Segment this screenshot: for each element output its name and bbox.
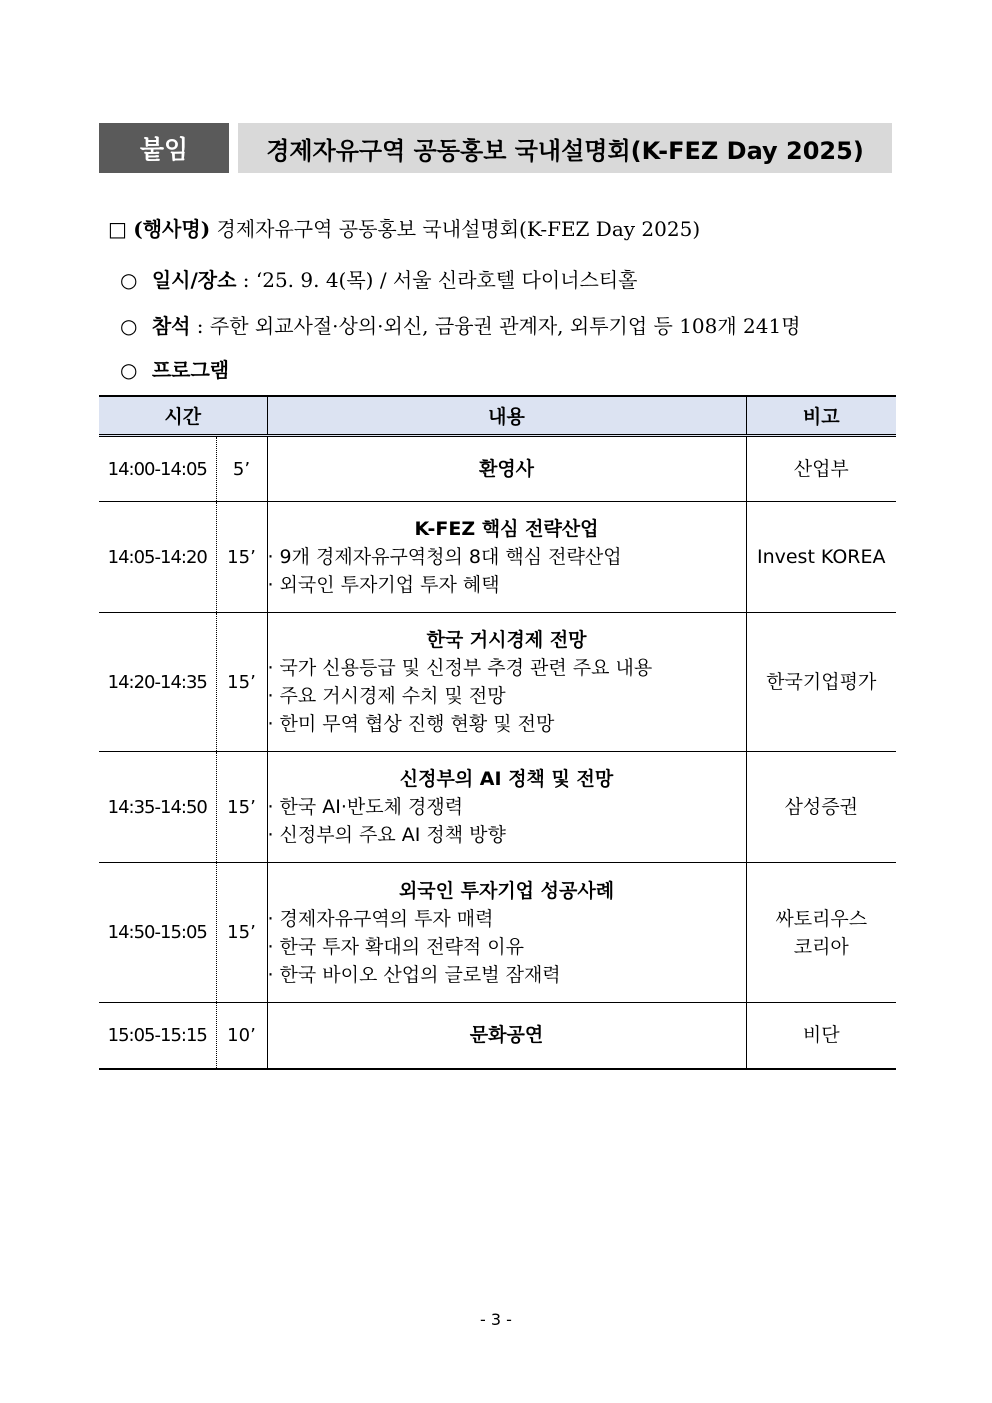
header-content: 내용 [267,396,746,436]
cell-note: 삼성증권 [746,752,896,863]
session-bullet [268,961,746,989]
checkbox-icon: □ [108,217,127,241]
event-name: 경제자유구역 공동홍보 국내설명회(K-FEZ Day 2025) [216,217,701,241]
middle-dot-icon: · [267,657,274,679]
cell-note: 산업부 [746,436,896,502]
session-bullet [268,793,746,821]
session-bullet [268,571,746,599]
table-row [99,752,896,863]
cell-time: 14:00-14:05 [99,436,216,502]
session-bullet-text: 한국 투자 확대의 전략적 이유 [279,935,524,958]
header-note: 비고 [746,396,896,436]
separator: : [236,268,256,292]
cell-duration: 15’ [216,613,267,752]
cell-content [267,502,746,613]
cell-duration: 5’ [216,436,267,502]
cell-content [267,863,746,1003]
cell-time: 14:05-14:20 [99,502,216,613]
document-title: 경제자유구역 공동홍보 국내설명회(K-FEZ Day 2025) [238,123,892,173]
schedule-place-label: 일시/장소 [151,268,237,292]
table-header-row [99,396,896,436]
title-bar [99,123,892,173]
event-name-line [108,213,700,242]
middle-dot-icon: · [267,713,274,735]
program-line [120,354,229,383]
cell-note: Invest KOREA [746,502,896,613]
session-title: 신정부의 AI 정책 및 전망 [399,768,614,790]
session-title: 한국 거시경제 전망 [426,629,587,651]
middle-dot-icon: · [267,796,274,818]
attendees-text: 주한 외교사절·상의·외신, 금융권 관계자, 외투기업 등 108개 241명 [209,314,801,338]
schedule-place-text: ‘25. 9. 4(목) / 서울 신라호텔 다이너스티홀 [255,268,638,292]
schedule-place-line [120,264,637,293]
session-bullet [268,543,746,571]
cell-duration: 10’ [216,1003,267,1069]
session-bullet [268,933,746,961]
table-row [99,1003,896,1069]
circle-bullet-icon: ○ [120,314,138,338]
attendees-line [120,310,801,339]
session-bullet-text: 주요 거시경제 수치 및 전망 [279,685,506,707]
cell-content [267,1003,746,1069]
session-title: 문화공연 [469,1024,544,1047]
session-bullet-text: 한국 AI·반도체 경쟁력 [279,796,464,818]
table-row [99,502,896,613]
session-bullet [268,710,746,738]
attachment-badge: 붙임 [99,123,229,173]
header-time: 시간 [99,396,267,436]
cell-content [267,436,746,502]
cell-time: 14:35-14:50 [99,752,216,863]
middle-dot-icon: · [267,546,274,568]
cell-time: 15:05-15:15 [99,1003,216,1069]
cell-duration: 15’ [216,502,267,613]
middle-dot-icon: · [267,963,274,986]
session-bullet-text: 외국인 투자기업 투자 혜택 [279,574,500,596]
attendees-label: 참석 [151,314,191,338]
middle-dot-icon: · [267,574,274,596]
middle-dot-icon: · [267,907,274,930]
page-number: - 3 - [480,1310,512,1329]
event-label: (행사명) [133,217,211,241]
session-bullet-text: 경제자유구역의 투자 매력 [279,907,494,930]
table-row [99,863,896,1003]
session-bullet-text: 국가 신용등급 및 신정부 추경 관련 주요 내용 [279,657,653,679]
circle-bullet-icon: ○ [120,268,138,292]
table-row [99,613,896,752]
cell-content [267,752,746,863]
session-bullet [268,682,746,710]
cell-note: 싸토리우스 코리아 [746,863,896,1003]
program-table [99,395,896,1070]
session-title: K-FEZ 핵심 전략산업 [414,518,599,540]
cell-duration: 15’ [216,752,267,863]
session-bullet-text: 한국 바이오 산업의 글로벌 잠재력 [279,963,561,986]
cell-note: 비단 [746,1003,896,1069]
session-bullet-text: 신정부의 주요 AI 정책 방향 [279,824,506,846]
session-title: 환영사 [478,458,535,480]
session-bullet [268,905,746,933]
middle-dot-icon: · [267,685,274,707]
session-bullet-text: 한미 무역 협상 진행 현황 및 전망 [279,713,555,735]
middle-dot-icon: · [267,824,274,846]
cell-time: 14:50-15:05 [99,863,216,1003]
cell-time: 14:20-14:35 [99,613,216,752]
cell-duration: 15’ [216,863,267,1003]
session-bullet [268,654,746,682]
separator: : [190,314,210,338]
session-title: 외국인 투자기업 성공사례 [398,879,615,902]
circle-bullet-icon: ○ [120,358,138,382]
middle-dot-icon: · [267,935,274,958]
table-row [99,436,896,502]
program-label: 프로그램 [151,358,230,382]
session-bullet-text: 9개 경제자유구역청의 8대 핵심 전략산업 [279,546,622,568]
cell-note: 한국기업평가 [746,613,896,752]
cell-content [267,613,746,752]
session-bullet [268,821,746,849]
